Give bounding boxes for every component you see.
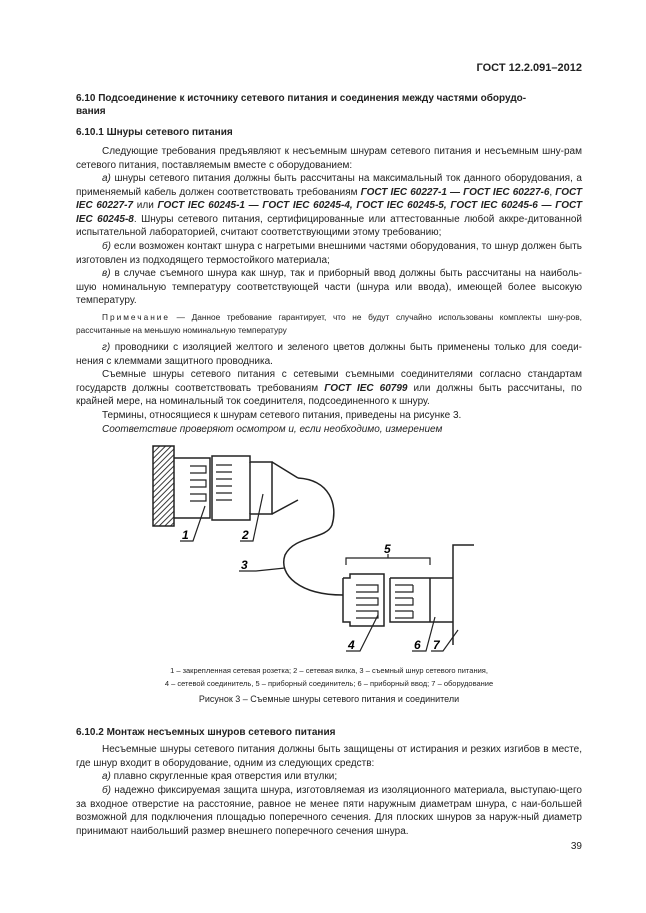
paragraph-text: Съемные шнуры сетевого питания с сетевыми съемными соединителями согласно стандартам государств должны соответствовать требованиям	[76, 369, 582, 394]
plug-pins	[216, 465, 232, 500]
item-text: . Шнуры сетевого питания, сертифицированные или аттестованные любой аккре-дитованной испытательной лабораторией, считают соответствующими этому требованию;	[76, 213, 582, 239]
standard-ref: ГОСТ IEC 60799	[324, 382, 408, 394]
legend-line1: 1 – закрепленная сетевая розетка; 2 – сетевая вилка, 3 – съемный шнур сетевого питания,	[170, 666, 488, 675]
terms-paragraph: Термины, относящиеся к шнурам сетевого питания, приведены на рисунке 3.	[102, 410, 462, 421]
item-text: шнуры сетевого питания должны быть рассчитаны на максимальный ток данного оборудования, а применяемый кабель должен соответствовать требованиям	[76, 173, 582, 198]
item-text: плавно скругленные края отверстия или втулки;	[110, 771, 338, 782]
section-title-line2: вания	[76, 106, 106, 117]
figure-label-3: 3	[241, 558, 248, 572]
section-6-10-2-intro: Несъемные шнуры сетевого питания должны быть защищены от истирания и резких изгибов в месте, где шнур входит в оборудование, одним из следующих средств:	[76, 744, 582, 769]
standard-ref: ГОСТ IEC 60227-7	[76, 186, 582, 212]
item-text: если возможен контакт шнура с нагретыми внешними частями оборудования, то шнур должен быть изготовлен из подходящего термостойкого материала;	[76, 241, 582, 266]
section-6-10-2-title: 6.10.2 Монтаж несъемных шнуров сетевого питания	[76, 727, 336, 738]
item-letter: а)	[102, 173, 111, 184]
intro-paragraph: Следующие требования предъявляют к несъемным шнурам сетевого питания и несъемным шну-рам сетевого питания, поставляемым вместе с оборудованием:	[76, 146, 582, 171]
item-letter: в)	[102, 268, 111, 279]
socket-contacts	[190, 466, 206, 501]
item-letter: б)	[102, 241, 111, 252]
figure-label-6: 6	[414, 638, 421, 652]
note-text: — Данное требование гарантирует, что не будут случайно использованы комплекты шну-ров, рассчитанные на меньшую номинальную температуру	[76, 312, 582, 335]
compliance-check: Соответствие проверяют осмотром и, если необходимо, измерением	[102, 424, 443, 435]
item-text: проводники с изоляцией желтого и зеленого цветов должны быть применены только для соеди-нения с клеммами защитного проводника.	[76, 342, 582, 367]
figure-legend	[76, 664, 582, 690]
figure-caption: Рисунок 3 – Съемные шнуры сетевого питания и соединители	[198, 694, 460, 704]
figure-label-7: 7	[433, 638, 440, 652]
item-text: или	[133, 200, 158, 212]
item-letter: г)	[102, 342, 111, 353]
figure-label-4: 4	[348, 638, 355, 652]
connector-contacts	[356, 585, 378, 618]
standard-ref: ГОСТ IEC 60227-1 — ГОСТ IEC 60227-6	[360, 186, 550, 198]
note-label: Примечание	[102, 312, 171, 322]
detachable-cord	[284, 478, 343, 595]
standard-ref: ГОСТ IEC 60245-1 — ГОСТ IEC 60245-4, ГОСТ IEC 60245-5, ГОСТ IEC 60245-6 — ГОСТ IEC 60245-8	[76, 200, 582, 225]
plug-strain-relief	[272, 462, 298, 514]
paragraph-text: или должны быть рассчитаны, по крайней мере, на номинальный ток соединителя, подсоединенного к шнуру.	[76, 382, 582, 408]
item-b-paragraph-2	[76, 784, 582, 838]
item-letter: б)	[102, 785, 111, 796]
legend-line2: 4 – сетевой соединитель, 5 – приборный соединитель; 6 – приборный ввод; 7 – оборудование	[164, 679, 494, 688]
item-text: ,	[549, 186, 556, 198]
item-text: в случае съемного шнура как шнур, так и приборный ввод должны быть рассчитаны на наиболь-шую номинальную температуру соответствующей части (шнура или ввода), имеющей более высокую температуру.	[76, 268, 582, 307]
page-number: 39	[570, 841, 582, 852]
inlet-body	[430, 578, 453, 622]
item-a-paragraph-2	[76, 770, 582, 784]
wall-hatch	[153, 446, 174, 526]
equipment-wall	[453, 545, 474, 645]
item-text: надежно фиксируемая защита шнура, изготовляемая из изоляционного материала, выступаю-щего за входное отверстие на расстояние, равное не менее пяти наружным диаметрам шнура, с наи-большей возможной для подключения площадью поперечного сечения. Для плоских шнуров за наруж-ный диаметр принимают наибольший размер внешнего поперечного сечения шнура.	[76, 785, 582, 837]
item-letter: а)	[102, 771, 111, 782]
figure-label-2: 2	[242, 528, 249, 542]
section-6-10-1-title: 6.10.1 Шнуры сетевого питания	[76, 127, 233, 138]
figure-label-5: 5	[384, 542, 391, 556]
document-header: ГОСТ 12.2.091–2012	[476, 62, 582, 74]
section-title-line1: 6.10 Подсоединение к источнику сетевого питания и соединения между частями оборудо-	[76, 93, 527, 104]
figure-label-1: 1	[182, 528, 189, 542]
inlet-pins	[395, 585, 413, 618]
